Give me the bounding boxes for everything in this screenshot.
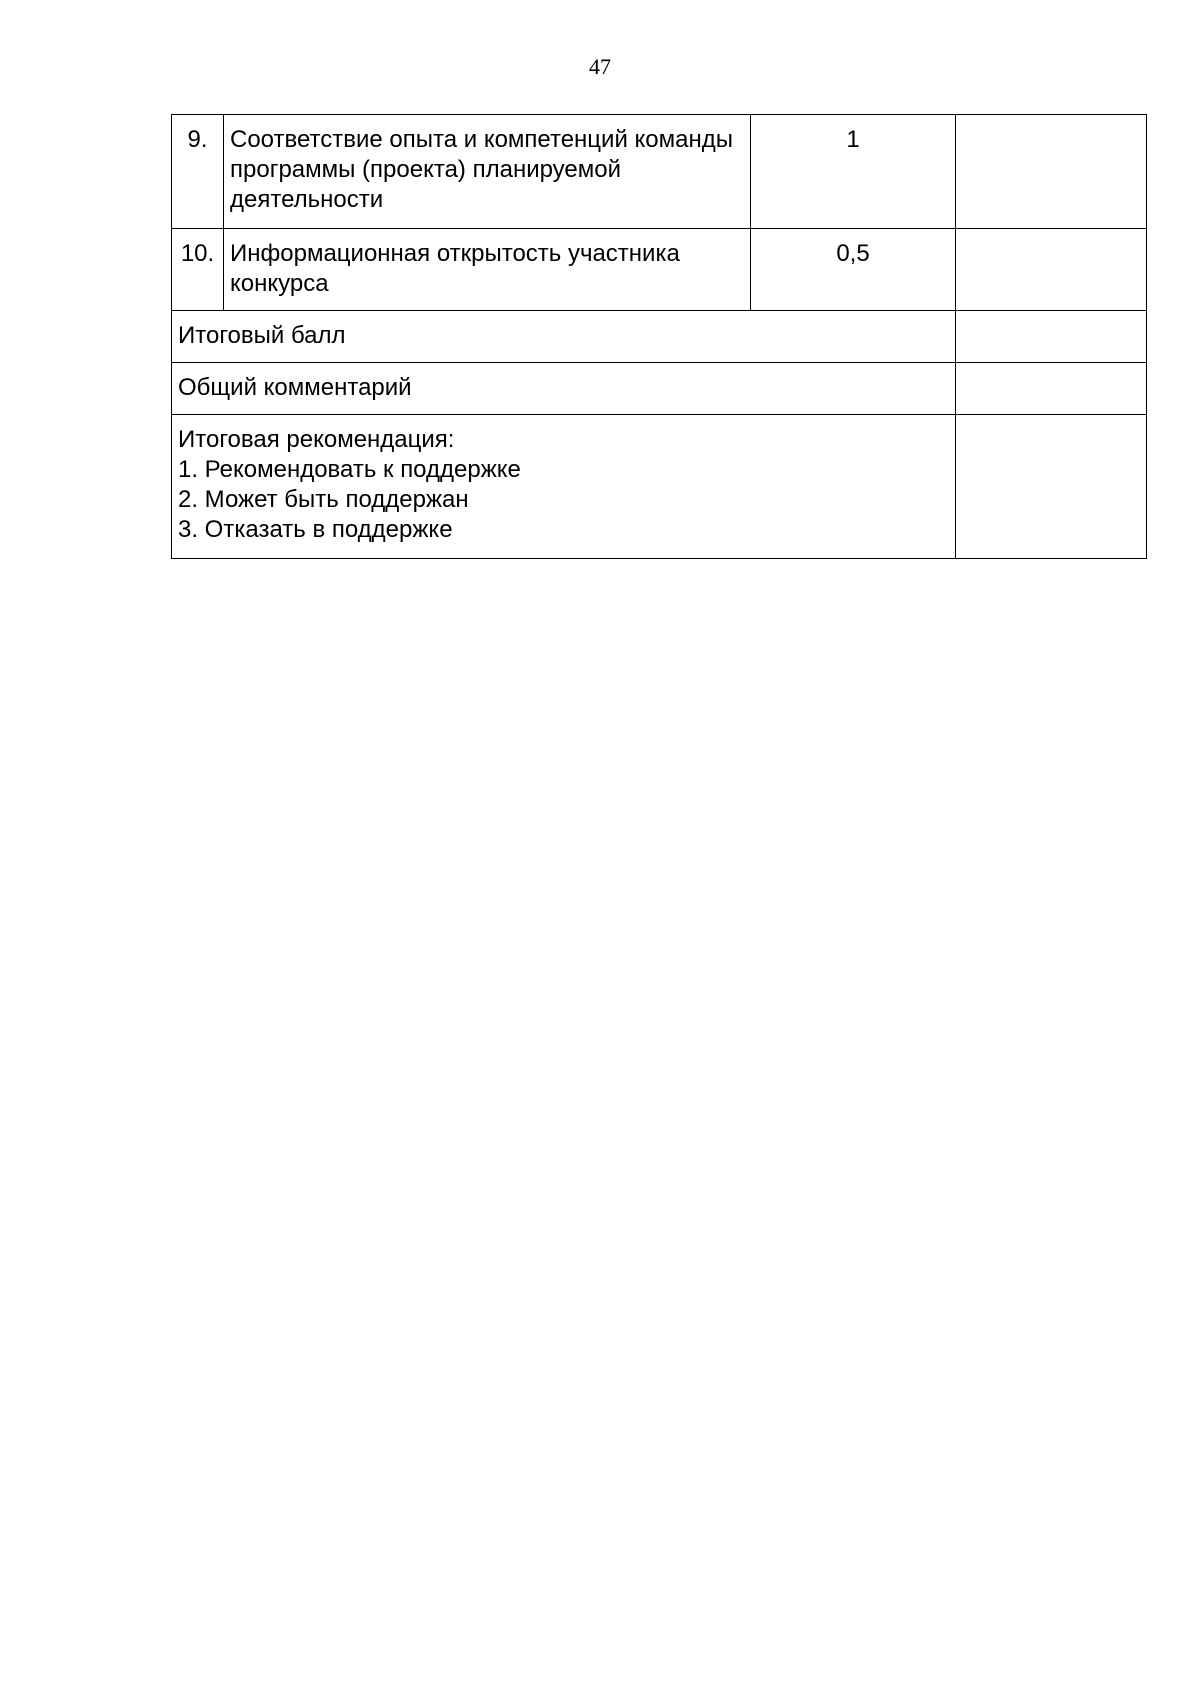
page-number: 47 xyxy=(589,54,611,79)
criterion-number: 10. xyxy=(172,229,224,311)
table-row xyxy=(172,311,1147,363)
criterion-weight: 0,5 xyxy=(751,229,956,311)
table-row xyxy=(172,415,1147,559)
table-row xyxy=(172,363,1147,415)
recommendation-option: 1. Рекомендовать к поддержке xyxy=(178,456,521,483)
criterion-score-cell[interactable] xyxy=(956,115,1147,229)
total-score-label: Итоговый балл xyxy=(172,311,956,363)
table-row xyxy=(172,229,1147,311)
criterion-text: Соответствие опыта и компетенций команды программы (проекта) планируемой деятельности xyxy=(224,115,751,229)
final-recommendation-cell[interactable] xyxy=(956,415,1147,559)
criterion-score-cell[interactable] xyxy=(956,229,1147,311)
total-score-cell[interactable] xyxy=(956,311,1147,363)
recommendation-option: 2. Может быть поддержан xyxy=(178,486,469,513)
evaluation-table xyxy=(171,114,1147,559)
general-comment-label: Общий комментарий xyxy=(172,363,956,415)
recommendation-option: 3. Отказать в поддержке xyxy=(178,516,453,543)
final-recommendation-title: Итоговая рекомендация: xyxy=(178,426,455,453)
criterion-number: 9. xyxy=(172,115,224,229)
criterion-weight: 1 xyxy=(751,115,956,229)
table-row xyxy=(172,115,1147,229)
criterion-text: Информационная открытость участника конкурса xyxy=(224,229,751,311)
final-recommendation-block xyxy=(172,415,956,559)
general-comment-cell[interactable] xyxy=(956,363,1147,415)
